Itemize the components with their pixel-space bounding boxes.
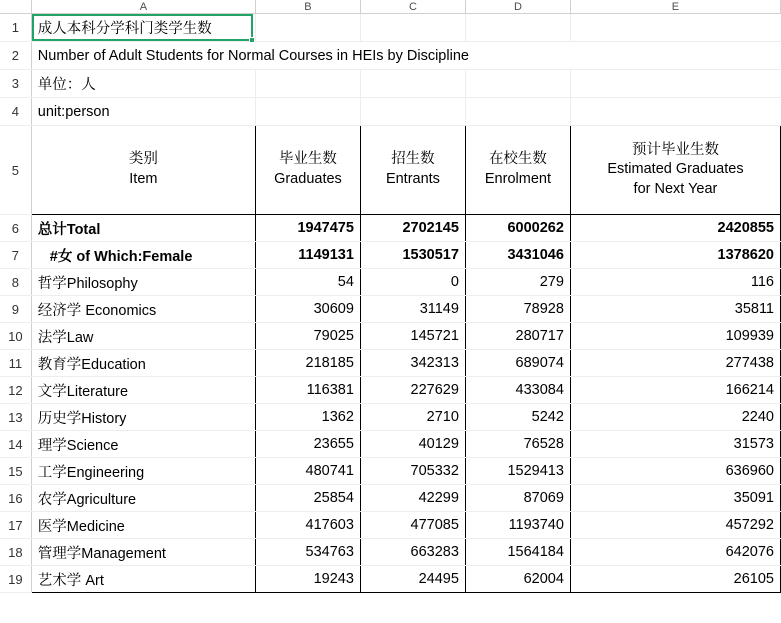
row-enrolment[interactable]: 6000262 (465, 215, 570, 242)
row-enrolment[interactable]: 62004 (465, 566, 570, 593)
select-all-corner[interactable] (0, 0, 31, 14)
table-row (0, 269, 781, 296)
header-enrolment (465, 126, 570, 215)
header-estimated-en: Estimated Graduates (607, 161, 744, 178)
row-entrants[interactable]: 31149 (360, 296, 465, 323)
row-item-label[interactable]: 医学Medicine (31, 512, 255, 539)
empty-cell[interactable] (465, 70, 570, 98)
table-row (0, 539, 781, 566)
row-header-3[interactable]: 3 (0, 70, 31, 98)
row-graduates[interactable]: 218185 (255, 350, 360, 377)
header-graduates-cn: 毕业生数 (278, 151, 337, 168)
row-item-label[interactable]: 教育学Education (31, 350, 255, 377)
header-enrolment-en: Enrolment (484, 171, 551, 187)
row-enrolment[interactable]: 1529413 (465, 458, 570, 485)
column-header-e[interactable]: E (570, 0, 780, 14)
row-enrolment[interactable]: 87069 (465, 485, 570, 512)
row-item-label[interactable]: 农学Agriculture (31, 485, 255, 512)
empty-cell[interactable] (360, 14, 465, 42)
column-header-c[interactable]: C (360, 0, 465, 14)
empty-cell[interactable] (255, 70, 360, 98)
table-row (0, 70, 781, 98)
row-header-18[interactable]: 18 (0, 539, 31, 566)
title-en[interactable]: Number of Adult Students for Normal Courses in HEIs by Discipline (31, 42, 780, 70)
row-estimated[interactable]: 457292 (570, 512, 780, 539)
row-header-19[interactable]: 19 (0, 566, 31, 593)
row-enrolment[interactable]: 689074 (465, 350, 570, 377)
row-estimated[interactable]: 166214 (570, 377, 780, 404)
row-entrants[interactable]: 342313 (360, 350, 465, 377)
row-item-label[interactable]: 艺术学 Art (31, 566, 255, 593)
empty-cell[interactable] (570, 70, 780, 98)
row-estimated[interactable]: 116 (570, 269, 780, 296)
empty-cell[interactable] (570, 14, 780, 42)
row-graduates[interactable]: 25854 (255, 485, 360, 512)
row-graduates[interactable]: 480741 (255, 458, 360, 485)
column-header-b[interactable]: B (255, 0, 360, 14)
row-graduates[interactable]: 1947475 (255, 215, 360, 242)
row-header-15[interactable]: 15 (0, 458, 31, 485)
row-graduates[interactable]: 534763 (255, 539, 360, 566)
row-item-label[interactable]: 历史学History (31, 404, 255, 431)
table-row (0, 296, 781, 323)
row-item-label[interactable]: 工学Engineering (31, 458, 255, 485)
header-enrolment-cn: 在校生数 (488, 151, 547, 168)
row-entrants[interactable]: 1530517 (360, 242, 465, 269)
row-enrolment[interactable]: 76528 (465, 431, 570, 458)
table-header-row (0, 126, 781, 215)
header-graduates (255, 126, 360, 215)
row-estimated[interactable]: 31573 (570, 431, 780, 458)
row-item-label[interactable]: 文学Literature (31, 377, 255, 404)
row-header-14[interactable]: 14 (0, 431, 31, 458)
row-entrants[interactable]: 705332 (360, 458, 465, 485)
unit-cn[interactable]: 单位：人 (31, 70, 255, 98)
row-graduates[interactable]: 1362 (255, 404, 360, 431)
table-row (0, 404, 781, 431)
row-estimated[interactable]: 26105 (570, 566, 780, 593)
row-graduates[interactable]: 79025 (255, 323, 360, 350)
row-entrants[interactable]: 2702145 (360, 215, 465, 242)
row-header-11[interactable]: 11 (0, 350, 31, 377)
row-estimated[interactable]: 2240 (570, 404, 780, 431)
table-row (0, 377, 781, 404)
row-graduates[interactable]: 23655 (255, 431, 360, 458)
empty-cell[interactable] (360, 98, 465, 126)
row-enrolment[interactable]: 78928 (465, 296, 570, 323)
row-header-5[interactable]: 5 (0, 126, 31, 215)
row-header-1[interactable]: 1 (0, 14, 31, 42)
row-estimated[interactable]: 277438 (570, 350, 780, 377)
header-estimated-cn: 预计毕业生数 (631, 141, 719, 158)
empty-cell[interactable] (465, 98, 570, 126)
row-estimated[interactable]: 35811 (570, 296, 780, 323)
row-enrolment[interactable]: 3431046 (465, 242, 570, 269)
row-item-label[interactable]: 总计Total (31, 215, 255, 242)
row-enrolment[interactable]: 280717 (465, 323, 570, 350)
table-row (0, 14, 781, 42)
row-header-10[interactable]: 10 (0, 323, 31, 350)
row-graduates[interactable]: 116381 (255, 377, 360, 404)
row-item-label[interactable]: 法学Law (31, 323, 255, 350)
table-row (0, 323, 781, 350)
table-row (0, 98, 781, 126)
row-item-label[interactable]: 哲学Philosophy (31, 269, 255, 296)
row-entrants[interactable]: 0 (360, 269, 465, 296)
row-graduates[interactable]: 19243 (255, 566, 360, 593)
header-estimated (570, 126, 780, 215)
row-header-16[interactable]: 16 (0, 485, 31, 512)
row-item-label[interactable]: 经济学 Economics (31, 296, 255, 323)
header-item-en: Item (129, 171, 158, 187)
table-row (0, 566, 781, 593)
header-graduates-en: Graduates (274, 171, 342, 187)
header-entrants-cn: 招生数 (391, 151, 435, 168)
empty-cell[interactable] (465, 14, 570, 42)
row-entrants[interactable]: 227629 (360, 377, 465, 404)
row-enrolment[interactable]: 1193740 (465, 512, 570, 539)
row-header-8[interactable]: 8 (0, 269, 31, 296)
row-entrants[interactable]: 40129 (360, 431, 465, 458)
row-enrolment[interactable]: 5242 (465, 404, 570, 431)
empty-cell[interactable] (255, 98, 360, 126)
table-row (0, 512, 781, 539)
row-entrants[interactable]: 663283 (360, 539, 465, 566)
row-item-label[interactable]: 管理学Management (31, 539, 255, 566)
row-enrolment[interactable]: 279 (465, 269, 570, 296)
table-row (0, 42, 781, 70)
empty-cell[interactable] (570, 98, 780, 126)
column-header-a[interactable]: A (31, 0, 255, 14)
row-item-label[interactable]: #女 of Which:Female (31, 242, 255, 269)
row-header-7[interactable]: 7 (0, 242, 31, 269)
row-item-label[interactable]: 理学Science (31, 431, 255, 458)
empty-cell[interactable] (360, 70, 465, 98)
row-enrolment[interactable]: 1564184 (465, 539, 570, 566)
empty-cell[interactable] (255, 14, 360, 42)
row-graduates[interactable]: 1149131 (255, 242, 360, 269)
row-entrants[interactable]: 145721 (360, 323, 465, 350)
row-graduates[interactable]: 30609 (255, 296, 360, 323)
row-graduates[interactable]: 54 (255, 269, 360, 296)
row-estimated[interactable]: 2420855 (570, 215, 780, 242)
row-estimated[interactable]: 1378620 (570, 242, 780, 269)
row-entrants[interactable]: 42299 (360, 485, 465, 512)
row-header-2[interactable]: 2 (0, 42, 31, 70)
row-entrants[interactable]: 24495 (360, 566, 465, 593)
unit-en[interactable]: unit:person (31, 98, 255, 126)
column-header-row (0, 0, 781, 14)
header-entrants-en: Entrants (385, 171, 440, 187)
table-row (0, 458, 781, 485)
row-header-4[interactable]: 4 (0, 98, 31, 126)
title-cn[interactable]: 成人本科分学科门类学生数 (31, 14, 255, 42)
header-item-cn: 类别 (128, 151, 158, 168)
row-header-12[interactable]: 12 (0, 377, 31, 404)
table-row (0, 485, 781, 512)
row-graduates[interactable]: 417603 (255, 512, 360, 539)
row-header-17[interactable]: 17 (0, 512, 31, 539)
row-enrolment[interactable]: 433084 (465, 377, 570, 404)
row-header-9[interactable]: 9 (0, 296, 31, 323)
table-row (0, 431, 781, 458)
row-estimated[interactable]: 109939 (570, 323, 780, 350)
header-item (31, 126, 255, 215)
header-entrants (360, 126, 465, 215)
row-estimated[interactable]: 642076 (570, 539, 780, 566)
table-row (0, 350, 781, 377)
table-row (0, 215, 781, 242)
row-estimated[interactable]: 35091 (570, 485, 780, 512)
row-entrants[interactable]: 477085 (360, 512, 465, 539)
header-estimated-en2: for Next Year (633, 180, 718, 197)
table-row (0, 242, 781, 269)
row-estimated[interactable]: 636960 (570, 458, 780, 485)
row-header-6[interactable]: 6 (0, 215, 31, 242)
column-header-d[interactable]: D (465, 0, 570, 14)
row-entrants[interactable]: 2710 (360, 404, 465, 431)
row-header-13[interactable]: 13 (0, 404, 31, 431)
